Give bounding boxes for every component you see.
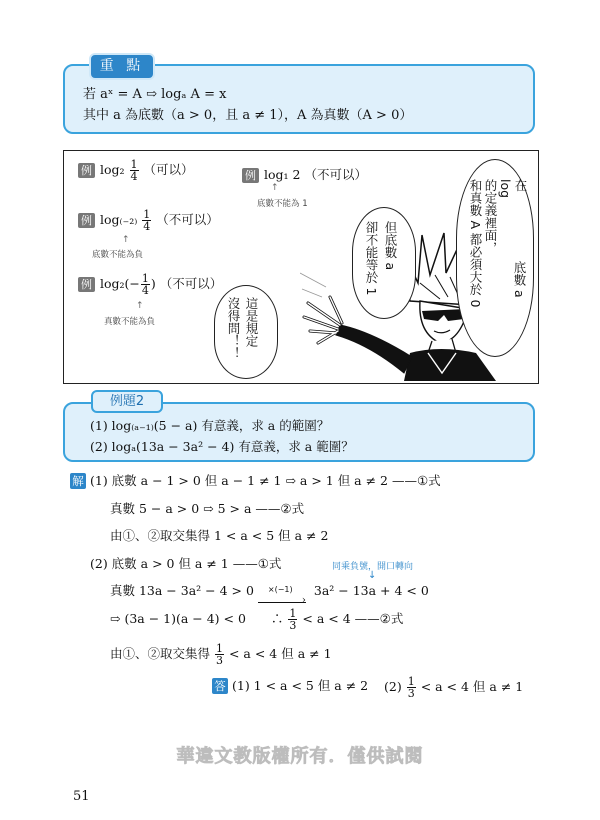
fraction [407,676,416,699]
solution-line-4: (2) 底數 a > 0 但 a ≠ 1 ——①式 [90,556,282,571]
answer-tag: 答 [212,678,228,694]
solution-line-3: 由①、②取交集得 1 < a < 5 但 a ≠ 2 [110,528,329,543]
example-verdict: （可以） [143,162,194,177]
fraction [130,159,139,182]
fraction-denominator: 4 [130,170,138,183]
example-math: log₍₋₂₎ [100,212,138,227]
example-verdict: （不可以） [156,212,219,227]
example-math: log₂(− [100,276,140,291]
answer-part-1: (1) 1 < a < 5 但 a ≠ 2 [231,678,369,693]
solution-text: 由①、②取交集得 [110,646,211,661]
solution-text: < a < 4 ——②式 [302,611,404,626]
solution-text: 真數 13a − 3a² − 4 > 0 [110,583,254,598]
example-badge: 例 [242,168,259,183]
watermark: 華違文教版權所有．僅供試閱 [176,746,424,767]
example-log1-2 [242,165,367,183]
example-math: log₂ [100,162,125,177]
fraction-numerator: 1 [407,675,415,688]
sign-flip-note: 同乘負號，開口轉向 [332,562,414,572]
solution-line-2: 真數 5 − a > 0 ⇨ 5 > a ——②式 [110,501,305,516]
answer-text: < a < 4 但 a ≠ 1 [420,679,524,694]
answer-text: (2) [384,679,402,694]
solution-line-5 [110,581,429,606]
fraction-numerator: 1 [130,158,138,171]
solution-text: (1) 底數 a − 1 > 0 但 a − 1 ≠ 1 ⇨ a > 1 但 a ≠ 2 ——①式 [89,473,441,488]
note-base-not-one: 底數不能為 1 [257,199,308,209]
bubble-rule-text-1: 這是規定 [244,297,259,347]
fraction-denominator: 4 [143,220,151,233]
arrow-up-icon: ↑ [271,183,279,193]
page-number: 51 [73,789,90,804]
arrow-up-icon: ↑ [136,301,144,311]
solution-line-6 [110,608,403,631]
bubble-base-text-2: 卻不能等於 1 [364,221,379,296]
fraction-numerator: 1 [216,642,223,655]
fraction-denominator: 3 [289,619,297,632]
fraction [215,643,224,666]
fraction [142,209,151,232]
fraction-denominator: 4 [141,284,149,297]
key-point-tab: 重 點 [89,53,155,80]
example-badge: 例 [78,277,95,292]
key-line-1: 若 aˣ = A ⇨ logₐ A = x [83,87,227,102]
bubble-rule-text-2: 沒得問！！ [226,297,241,360]
arrow-up-icon: ↑ [122,235,130,245]
fraction-denominator: 3 [407,687,415,700]
example-verdict: （不可以） [159,276,223,291]
example-2-question-1: (1) log₍ₐ₋₁₎(5 − a) 有意義，求 a 的範圍？ [90,418,330,433]
note-argument-not-negative: 真數不能為負 [104,317,156,327]
example-badge: 例 [78,163,95,178]
solution-text: < a < 4 但 a ≠ 1 [228,646,332,661]
bubble-definition-main: 在 log 的定義裡面， 和真數 A 都必須大於 0 [468,179,528,308]
comic-panel [63,150,539,384]
solution-tag: 解 [70,473,86,489]
example-log2-negative [78,273,222,296]
bubble-base-text-1: 但底數 a [383,221,398,271]
multiply-label: ×(−1) [267,585,293,594]
solution-line-7 [110,643,332,666]
example-verdict: （不可以） [304,167,367,182]
key-line-2: 其中 a 為底數（a > 0，且 a ≠ 1），A 為真數（A > 0） [83,108,413,123]
solution-text: ⇨ (3a − 1)(a − 4) < 0 ∴ [110,611,284,626]
arrow-right-icon: › [301,595,306,606]
solution-line-1 [70,471,441,489]
bubble-definition-base: 底數 a [512,261,527,298]
example-log-neg2 [78,209,219,232]
example-badge: 例 [78,213,95,228]
fraction [141,273,150,296]
answer-part-2 [384,676,523,699]
example-2-tab: 例題2 [91,390,163,413]
fraction-denominator: 3 [216,654,223,667]
note-base-not-negative: 底數不能為負 [92,250,144,260]
fraction [288,608,297,631]
example-math: log₁ 2 [264,167,301,182]
example-log2-quarter [78,159,194,182]
example-2-question-2: (2) logₐ(13a − 3a² − 4) 有意義，求 a 範圍？ [90,439,354,454]
fraction-numerator: 1 [143,208,151,221]
fraction-numerator: 1 [289,607,297,620]
arrow-line [258,602,306,603]
fraction-numerator: 1 [141,272,149,285]
answer-line [212,676,368,694]
solution-text: 3a² − 13a + 4 < 0 [313,583,429,598]
arrow-down-icon: ↓ [368,570,377,581]
example-math: ) [150,276,156,291]
